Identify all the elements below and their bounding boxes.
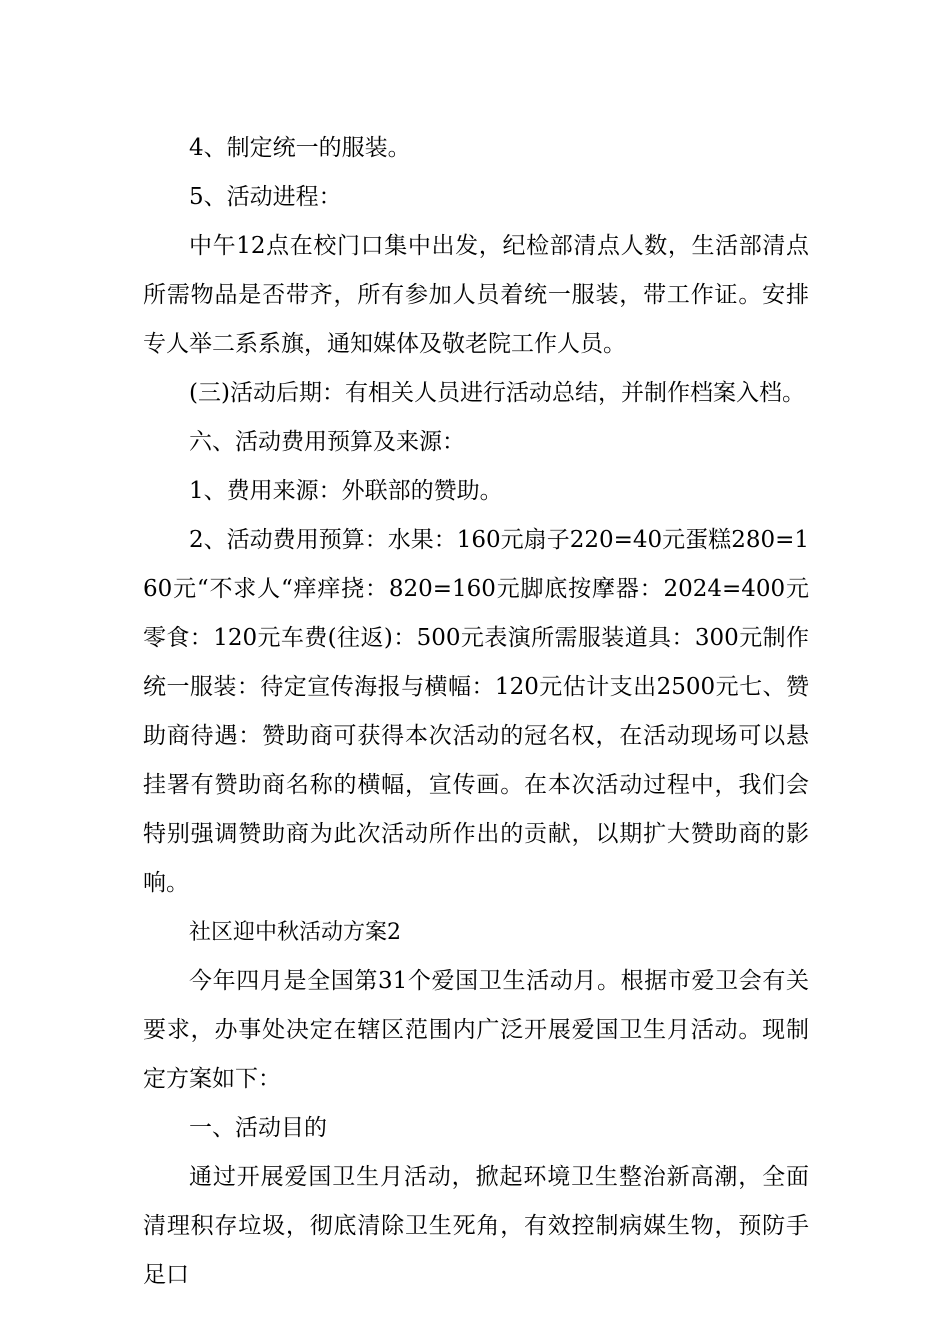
paragraph-budget-heading: 六、活动费用预算及来源：	[189, 429, 465, 455]
paragraph-purpose-heading: 一、活动目的	[189, 1115, 327, 1141]
paragraph-plan-title: 社区迎中秋活动方案2	[189, 920, 401, 945]
paragraph-later-stage: (三)活动后期：有相关人员进行活动总结，并制作档案入档。	[189, 380, 805, 406]
document-body	[143, 124, 809, 1300]
paragraph-activity-progress: 5、活动进程：	[189, 184, 342, 210]
paragraph-clothing: 4、制定统一的服装。	[189, 135, 411, 161]
paragraph-health-month: 今年四月是全国第31个爱国卫生活动月。根据市爱卫会有关要求，办事处决定在辖区范围内广泛开展爱国卫生月活动。现制定方案如下：	[143, 968, 809, 1092]
paragraph-purpose-body: 通过开展爱国卫生月活动，掀起环境卫生整治新高潮，全面清理积存垃圾，彻底清除卫生死角，有效控制病媒生物，预防手足口	[143, 1164, 809, 1288]
paragraph-budget-details: 2、活动费用预算：水果：160元扇子220=40元蛋糕280=160元“不求人“痒痒挠：820=160元脚底按摩器：2024=400元零食：120元车费(往返)：500元表演所需服装道具：300元制作统一服装：待定宣传海报与横幅：120元估计支出2500元七、赞助商待遇：赞助商可获得本次活动的冠名权，在活动现场可以悬挂署有赞助商名称的横幅，宣传画。在本次活动过程中，我们会特别强调赞助商为此次活动所作出的贡献，以期扩大赞助商的影响。	[143, 527, 809, 896]
paragraph-funding-source: 1、费用来源：外联部的赞助。	[189, 478, 503, 504]
paragraph-noon-departure: 中午12点在校门口集中出发，纪检部清点人数，生活部清点所需物品是否带齐，所有参加人员着统一服装，带工作证。安排专人举二系系旗，通知媒体及敬老院工作人员。	[143, 233, 809, 357]
